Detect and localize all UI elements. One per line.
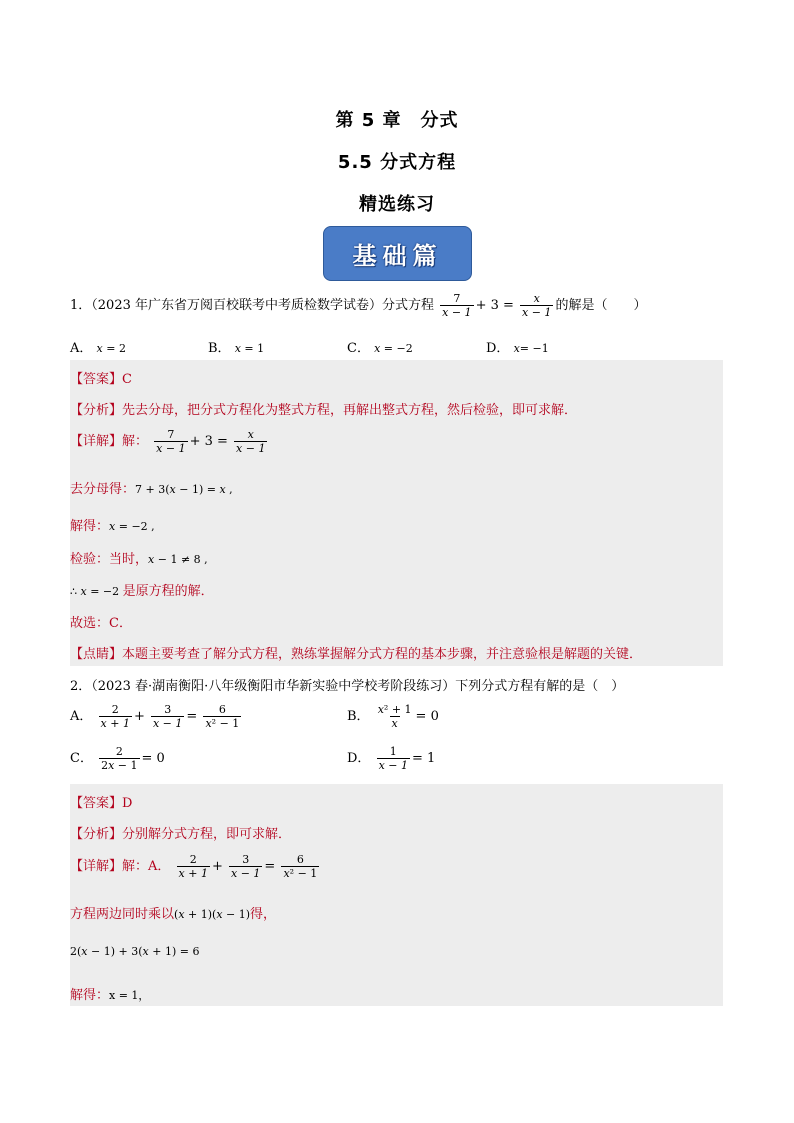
q1-choice: 故选：C．: [70, 616, 132, 631]
q2-answer: 【答案】D: [70, 796, 133, 811]
q2-detail: 【详解】解：A． $\frac{2}{x + 1}$ + $\frac{3}{x - 1}$ = $\frac{6}{\text{x² − 1}}$: [70, 853, 318, 880]
q1-option-a[interactable]: A． x = 2: [70, 341, 126, 356]
q2-option-a[interactable]: A． $\frac{2}{x + 1}$ + $\frac{3}{x - 1}$ = $\frac{6}{\text{x² − 1}}$: [70, 703, 240, 730]
chapter-title: 第 5 章 分式: [335, 110, 459, 131]
q1-number: 1．: [70, 298, 92, 313]
q2-step2: 2(x − 1) + 3(x + 1) = 6: [70, 945, 200, 958]
q2-analysis: 【分析】分别解分式方程，即可求解．: [70, 827, 292, 842]
level-badge: 基础篇: [323, 226, 472, 281]
q2-option-c[interactable]: C． $\frac{2}{2x - 1}$ = 0: [70, 745, 165, 772]
q1-tail: 的解是（ ）: [555, 298, 647, 313]
q2-solution-panel: [70, 784, 723, 1006]
q1-comment: 【点睛】本题主要考查了解分式方程，熟练掌握解分式方程的基本步骤，并注意验根是解题的关键．: [70, 647, 643, 662]
q1-stem: 1．（2023 年广东省万阅百校联考中考质检数学试卷）分式方程 $\frac{7}{x - 1}$ + 3 = $\frac{x}{x - 1}$ 的解是（ ）: [70, 292, 647, 319]
q1-source: （2023 年广东省万阅百校联考中考质检数学试卷）分式方程: [91, 298, 434, 313]
section-title: 5.5 分式方程: [337, 152, 457, 173]
q2-step1: 方程两边同时乘以(x + 1)(x − 1)得，: [70, 907, 277, 922]
q2-stem: 2．（2023 春·湖南衡阳·八年级衡阳市华新实验中学校考阶段练习）下列分式方程有解的是（ ）: [70, 679, 625, 694]
q1-step2: 解得：x = −2 ,: [70, 519, 155, 534]
q1-step3: 检验：当时，x − 1 ≠ 8 ,: [70, 552, 208, 567]
q2-option-b[interactable]: B． $\frac{\text{x² + 1}}{x}$ = 0: [347, 703, 439, 730]
q1-option-b[interactable]: B． x = 1: [208, 341, 265, 356]
q2-step3: 解得：x = 1，: [70, 988, 150, 1003]
q1-option-d[interactable]: D． x= −1: [486, 341, 549, 356]
q1-detail: 【详解】解： $\frac{7}{x - 1}$ + 3 = $\frac{x}{x - 1}$: [70, 428, 266, 455]
q1-option-c[interactable]: C． x = −2: [347, 341, 413, 356]
q2-option-d[interactable]: D． $\frac{1}{x - 1}$ = 1: [347, 745, 436, 772]
page-subtitle: 精选练习: [359, 194, 435, 215]
q1-equation-frac-left: $\frac{7}{x - 1}$: [442, 292, 472, 319]
q1-step4: ∴ x = −2 是原方程的解．: [70, 584, 214, 599]
q1-answer: 【答案】C: [70, 372, 132, 387]
q1-analysis: 【分析】先去分母，把分式方程化为整式方程，再解出整式方程，然后检验，即可求解．: [70, 403, 578, 418]
q1-step1: 去分母得：7 + 3(x − 1) = x ,: [70, 482, 233, 497]
q1-equation-frac-right: $\frac{x}{x - 1}$: [522, 292, 552, 319]
